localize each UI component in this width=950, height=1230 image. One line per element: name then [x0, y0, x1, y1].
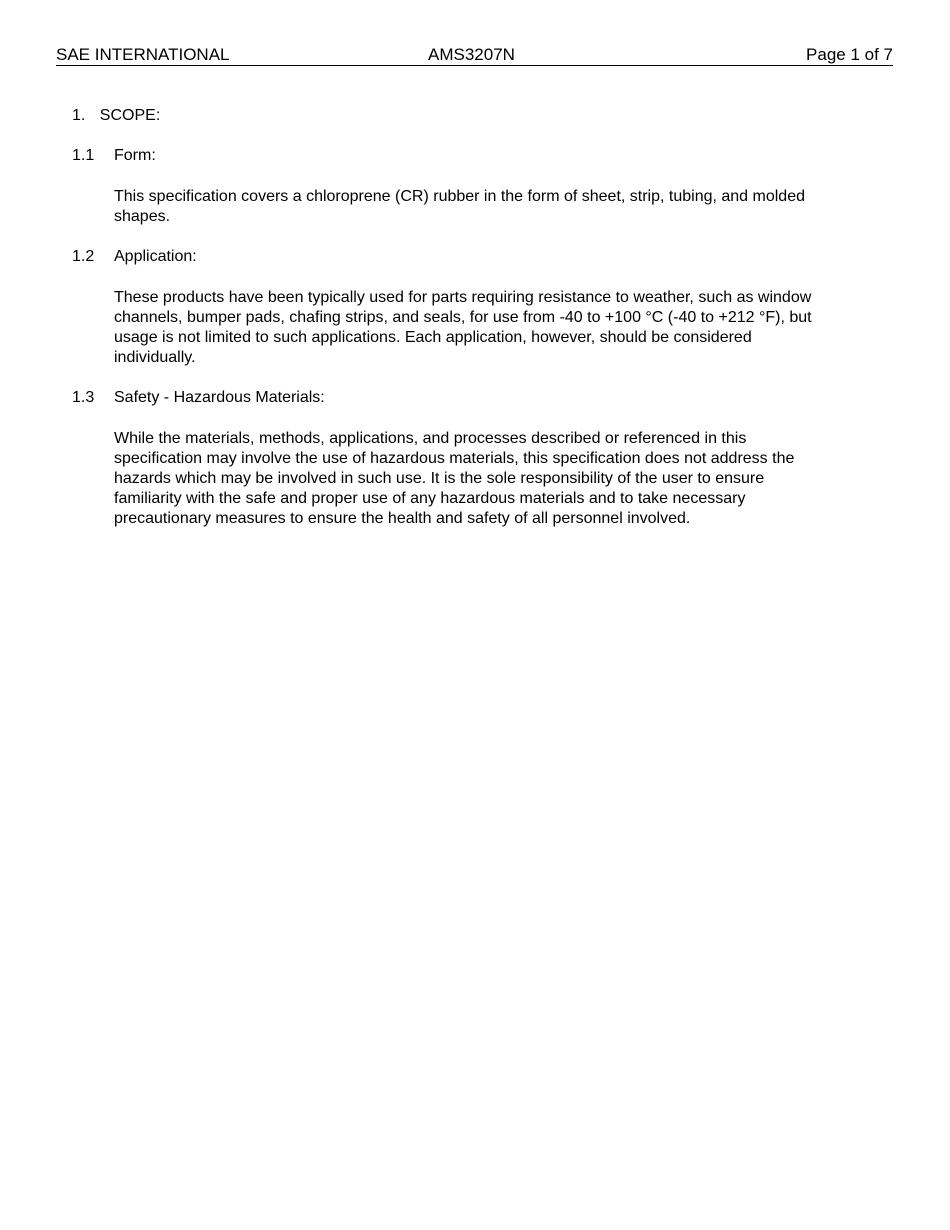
page-header: [56, 45, 893, 66]
section-scope-title: SCOPE:: [99, 107, 161, 124]
section-application-title: Application:: [114, 248, 197, 265]
paragraph-line: individually.: [114, 349, 196, 366]
section-scope-heading: [72, 106, 160, 126]
paragraph-line: channels, bumper pads, chafing strips, and seals, for use from -40 to +100 °C (-40 to +212 °F), but: [114, 309, 812, 326]
header-document-id: AMS3207N: [428, 45, 515, 64]
section-form-paragraph: [114, 187, 874, 227]
section-form-title: Form:: [114, 147, 156, 164]
paragraph-line: shapes.: [114, 208, 171, 225]
paragraph-line: specification may involve the use of hazardous materials, this specification does not address the: [114, 450, 795, 467]
section-scope-number: 1.: [72, 107, 86, 124]
paragraph-line: hazards which may be involved in such use. It is the sole responsibility of the user to ensure: [114, 470, 765, 487]
paragraph-line: These products have been typically used for parts requiring resistance to weather, such as window: [114, 289, 812, 306]
paragraph-line: precautionary measures to ensure the health and safety of all personnel involved.: [114, 510, 691, 527]
paragraph-line: usage is not limited to such applications. Each application, however, should be considered: [114, 329, 752, 346]
section-safety-paragraph: [114, 429, 874, 529]
paragraph-line: While the materials, methods, applications, and processes described or referenced in this: [114, 430, 747, 447]
paragraph-line: familiarity with the safe and proper use of any hazardous materials and to take necessary: [114, 490, 746, 507]
section-safety-title: Safety - Hazardous Materials:: [114, 389, 325, 406]
section-application-paragraph: [114, 288, 874, 368]
section-safety-number: 1.3: [72, 389, 95, 406]
header-page-label: Page 1 of 7: [806, 45, 893, 64]
section-application-number: 1.2: [72, 248, 95, 265]
paragraph-line: This specification covers a chloroprene (CR) rubber in the form of sheet, strip, tubing, and molded: [114, 188, 805, 205]
header-organization: SAE INTERNATIONAL: [56, 45, 230, 64]
section-form-number: 1.1: [72, 147, 95, 164]
